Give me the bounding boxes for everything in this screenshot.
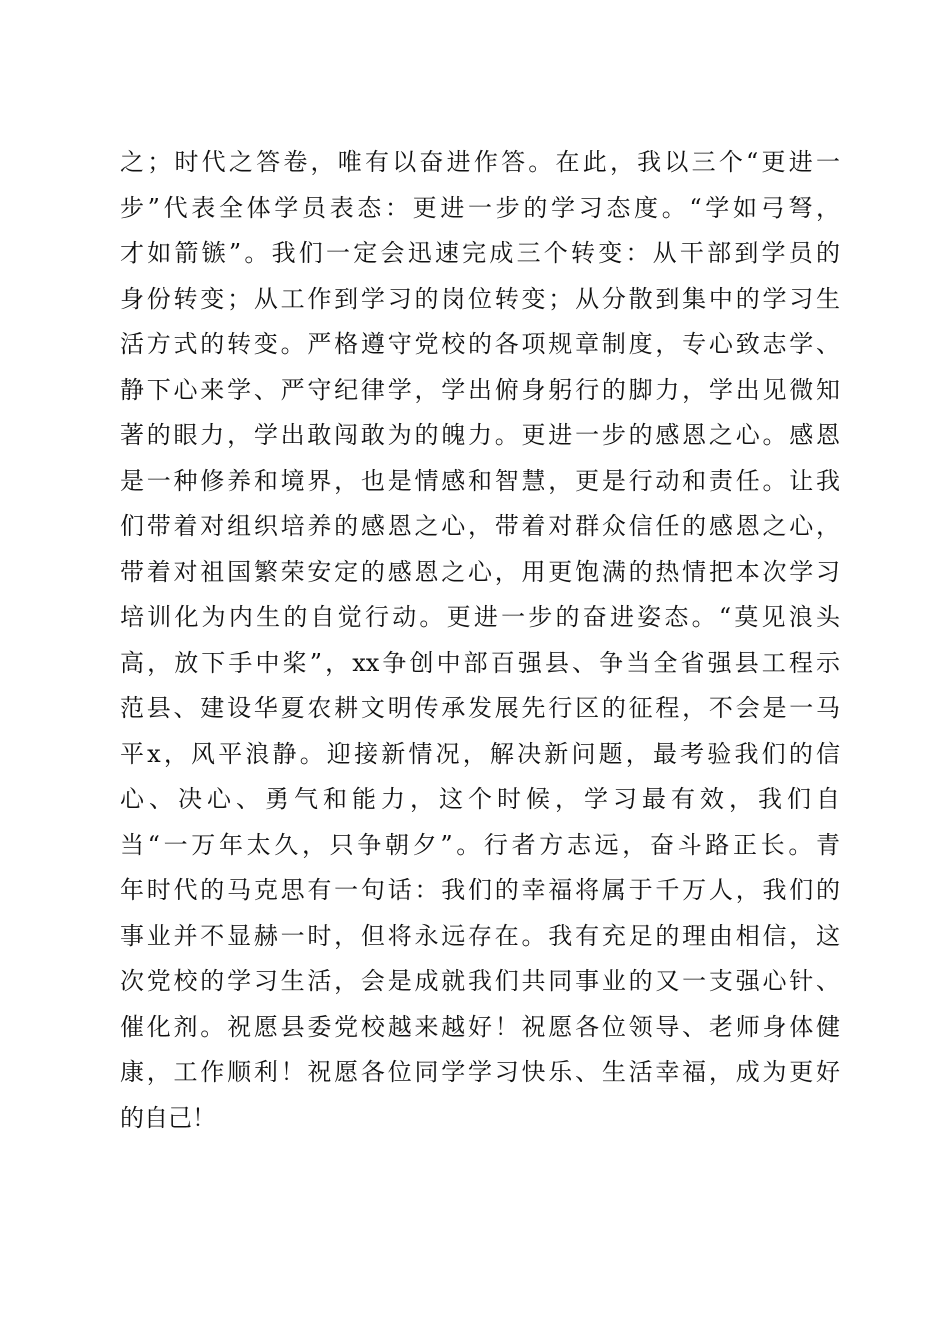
text-line-17: 年时代的马克思有一句话：我们的幸福将属于千万人，我们的 — [120, 876, 840, 904]
body-paragraph — [120, 140, 840, 1141]
text-line-5: 活方式的转变。严格遵守党校的各项规章制度，专心致志学、 — [120, 330, 840, 358]
text-line-2: 步”代表全体学员表态：更进一步的学习态度。“学如弓弩， — [120, 193, 840, 222]
text-line-19: 次党校的学习生活，会是成就我们共同事业的又一支强心针、 — [120, 967, 840, 995]
text-line-16: 当“一万年太久，只争朝夕”。行者方志远，奋斗路正长。青 — [120, 830, 840, 859]
text-line-18: 事业并不显赫一时，但将永远存在。我有充足的理由相信，这 — [120, 921, 840, 950]
text-line-15: 心、决心、勇气和能力，这个时候，学习最有效，我们自 — [120, 785, 840, 813]
text-line-22: 的自己！ — [120, 1103, 216, 1132]
text-line-3: 才如箭镞”。我们一定会迅速完成三个转变：从干部到学员的 — [120, 239, 840, 267]
text-line-9: 们带着对组织培养的感恩之心，带着对群众信任的感恩之心， — [120, 512, 840, 540]
text-line-6: 静下心来学、严守纪律学，学出俯身躬行的脚力，学出见微知 — [120, 375, 840, 404]
text-line-10: 带着对祖国繁荣安定的感恩之心，用更饱满的热情把本次学习 — [120, 557, 840, 586]
text-line-4: 身份转变；从工作到学习的岗位转变；从分散到集中的学习生 — [120, 284, 840, 313]
text-line-8: 是一种修养和境界，也是情感和智慧，更是行动和责任。让我 — [120, 466, 840, 495]
text-line-20: 催化剂。祝愿县委党校越来越好！祝愿各位领导、老师身体健 — [120, 1012, 840, 1041]
text-line-21: 康，工作顺利！祝愿各位同学学习快乐、生活幸福，成为更好 — [120, 1058, 840, 1086]
text-line-13: 范县、建设华夏农耕文明传承发展先行区的征程，不会是一马 — [120, 694, 840, 722]
text-line-12: 高，放下手中桨”，xx争创中部百强县、争当全省强县工程示 — [120, 648, 840, 677]
text-line-7: 著的眼力，学出敢闯敢为的魄力。更进一步的感恩之心。感恩 — [120, 421, 840, 449]
text-line-1: 之；时代之答卷，唯有以奋进作答。在此，我以三个“更进一 — [120, 148, 840, 176]
text-line-11: 培训化为内生的自觉行动。更进一步的奋进姿态。“莫见浪头 — [120, 603, 840, 631]
text-line-14: 平x，风平浪静。迎接新情况，解决新问题，最考验我们的信 — [120, 739, 840, 768]
